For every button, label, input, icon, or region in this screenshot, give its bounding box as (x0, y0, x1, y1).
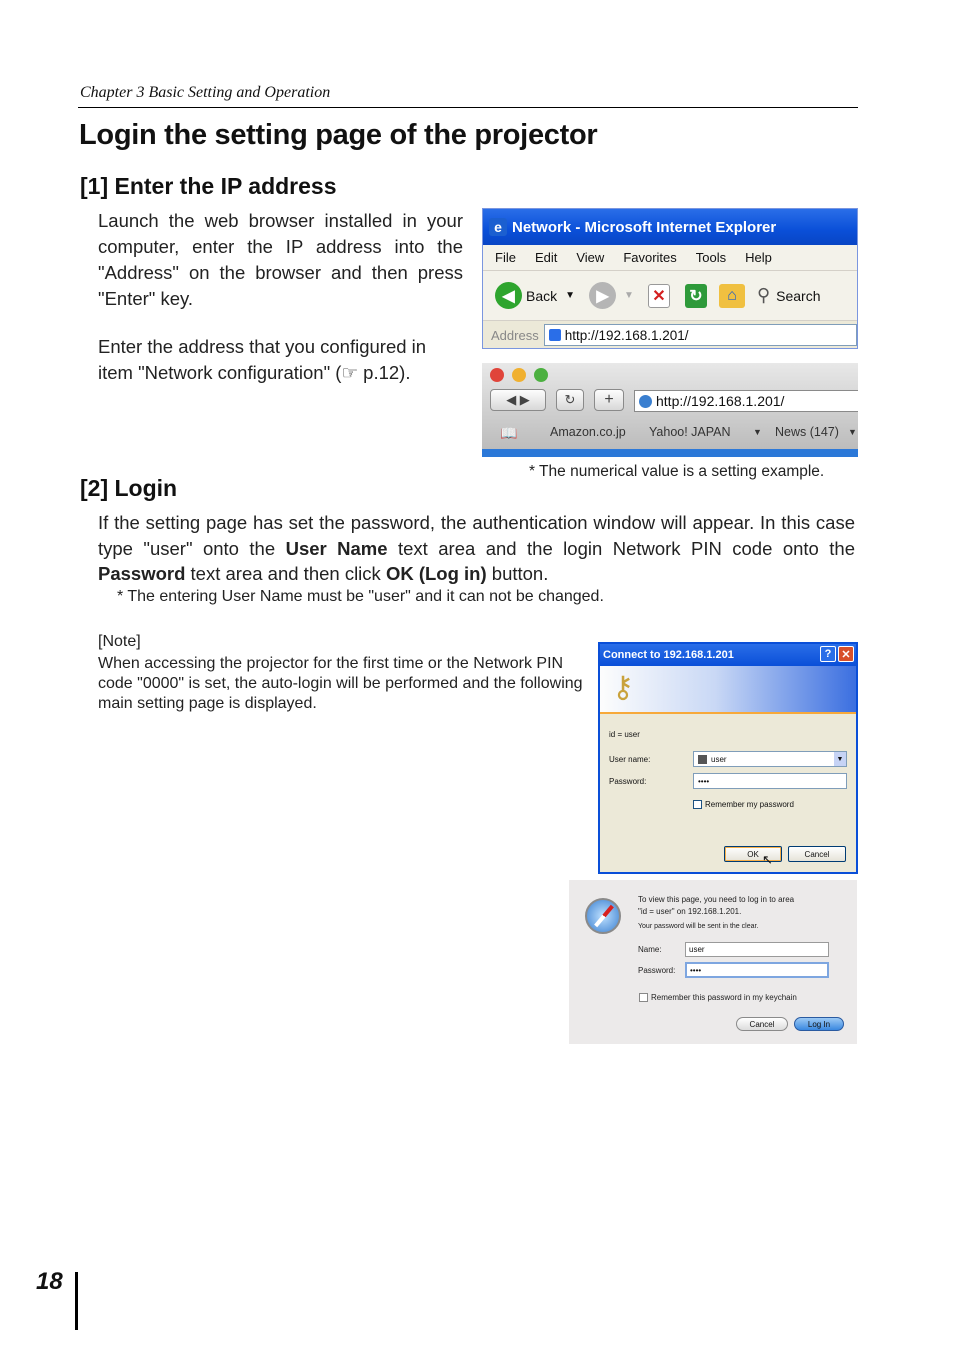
back-forward-icon[interactable]: ◀ ▶ (490, 389, 546, 411)
win-username-combo[interactable] (693, 751, 847, 767)
ie-menu-tools[interactable]: Tools (695, 250, 727, 265)
minimize-dot-icon[interactable] (512, 368, 526, 382)
close-icon[interactable]: ✕ (838, 646, 854, 662)
para-bold-password: Password (98, 563, 186, 584)
win-password-field[interactable] (693, 773, 847, 789)
ok-button[interactable]: OK (724, 846, 782, 862)
mac-remember-label: Remember this password in my keychain (651, 993, 797, 1002)
mac-remember-checkbox[interactable] (639, 993, 648, 1002)
section1-footnote: * The numerical value is a setting example. (529, 463, 825, 480)
ie-menu-edit[interactable]: Edit (534, 250, 558, 265)
mouse-cursor-icon: ↖ (762, 852, 773, 867)
safari-compass-icon (585, 898, 621, 934)
stop-icon[interactable]: ✕ (648, 284, 670, 308)
user-icon (698, 755, 707, 764)
bookmark-yahoo[interactable]: Yahoo! JAPAN (649, 425, 731, 439)
mac-name-label: Name: (638, 945, 662, 954)
win-user-label: User name: (609, 755, 651, 764)
mac-name-value: user (689, 945, 705, 954)
add-bookmark-icon[interactable]: + (594, 389, 624, 411)
safari-address-value: http://192.168.1.201/ (656, 393, 785, 409)
bookmark-news[interactable]: News (147) (775, 425, 839, 439)
safari-browser-screenshot (482, 363, 858, 457)
win-password-label: Password: (609, 777, 647, 786)
para-text: text area and the login Network PIN code onto the (387, 537, 855, 559)
mac-line1: To view this page, you need to log in to area (638, 895, 795, 904)
search-icon[interactable]: ⚲ (756, 285, 771, 305)
win-dialog-title: Connect to 192.168.1.201 (603, 649, 734, 661)
para-text: button. (486, 563, 549, 584)
mac-login-button[interactable]: Log In (794, 1017, 844, 1031)
ie-address-value: http://192.168.1.201/ (564, 327, 689, 343)
reload-icon[interactable]: ↻ (556, 389, 584, 411)
refresh-icon[interactable]: ↻ (685, 284, 707, 308)
section2-para (98, 510, 855, 587)
mac-password-value: •••• (690, 965, 702, 975)
note-text: When accessing the projector for the first time or the Network PIN code "0000" is set, the auto-login will be performed and the following main setting page is displayed. (98, 655, 583, 712)
page-number: 18 (36, 1268, 63, 1295)
note-block (98, 632, 583, 714)
section2-footnote: * The entering User Name must be "user" and it can not be changed. (117, 588, 604, 605)
ie-logo-icon: e (489, 218, 507, 236)
ie-back-label[interactable]: Back (526, 287, 558, 304)
mac-login-dialog (569, 880, 857, 1044)
ie-search-label[interactable]: Search (776, 287, 821, 304)
bookmarks-book-icon[interactable]: 📖 (500, 425, 518, 441)
section2-heading: [2] Login (80, 475, 178, 501)
mac-name-input[interactable] (685, 942, 829, 957)
chevron-down-icon[interactable]: ▼ (834, 752, 846, 766)
help-icon[interactable]: ? (820, 646, 836, 662)
ie-browser-screenshot (482, 208, 858, 349)
header-rule (78, 107, 858, 108)
ie-address-bar (483, 321, 857, 349)
win-banner (600, 666, 856, 714)
chevron-down-icon: ▼ (624, 290, 634, 301)
page-number-bar (75, 1272, 78, 1330)
windows-login-dialog (598, 642, 858, 874)
chapter-header: Chapter 3 Basic Setting and Operation (80, 84, 331, 101)
para-bold-ok: OK (Log in) (385, 563, 487, 584)
back-arrow-icon[interactable]: ◀ (495, 282, 522, 309)
chevron-down-icon[interactable]: ▼ (753, 427, 762, 437)
section1-para1: Launch the web browser installed in your computer, enter the IP address into the "Address" on the browser and then press "Enter" key. (98, 210, 463, 309)
bookmark-amazon[interactable]: Amazon.co.jp (550, 425, 626, 439)
ie-menu-favorites[interactable]: Favorites (623, 250, 677, 265)
ie-toolbar (483, 271, 857, 321)
mac-password-label: Password: (638, 966, 676, 975)
para-bold-username: User Name (285, 537, 388, 559)
ie-title-bar (483, 209, 857, 245)
mac-line2: "id = user" on 192.168.1.201. (638, 907, 742, 916)
ie-window-title: Network - Microsoft Internet Explorer (512, 218, 777, 236)
globe-icon (639, 395, 652, 408)
safari-address-input[interactable] (634, 390, 858, 412)
note-label: [Note] (98, 633, 141, 650)
win-title-bar (600, 644, 856, 666)
page-title: Login the setting page of the projector (79, 119, 598, 151)
win-password-value: •••• (698, 776, 710, 786)
section1-para2: Enter the address that you configured in item "Network configuration" (☞ p.12). (98, 336, 427, 383)
mac-line3: Your password will be sent in the clear. (638, 923, 759, 930)
forward-arrow-icon[interactable]: ▶ (589, 282, 616, 309)
mac-password-input[interactable] (685, 962, 829, 978)
win-user-value: user (711, 754, 727, 764)
ie-menu-bar (483, 245, 857, 271)
chevron-down-icon[interactable]: ▼ (565, 290, 576, 301)
ie-menu-file[interactable]: File (495, 250, 516, 265)
home-icon[interactable]: ⌂ (719, 284, 745, 308)
win-realm: id = user (609, 730, 640, 739)
mac-cancel-button[interactable]: Cancel (736, 1017, 788, 1031)
zoom-dot-icon[interactable] (534, 368, 548, 382)
ie-address-input[interactable] (544, 324, 857, 346)
chevron-down-icon[interactable]: ▼ (848, 427, 857, 437)
win-remember-label: Remember my password (705, 800, 794, 809)
cancel-button[interactable]: Cancel (788, 846, 846, 862)
para-text: If the setting page has set the password, the authentication window will appear. In this case type "user" onto the (98, 512, 855, 559)
ie-menu-help[interactable]: Help (745, 250, 772, 265)
para-text: text area and then click (185, 563, 386, 584)
win-remember-checkbox[interactable] (693, 800, 702, 809)
keys-icon: ⚷ (612, 671, 634, 704)
page-icon (549, 329, 561, 341)
section1-heading: [1] Enter the IP address (80, 173, 337, 199)
ie-menu-view[interactable]: View (576, 250, 605, 265)
close-dot-icon[interactable] (490, 368, 504, 382)
ie-address-label: Address (491, 327, 539, 343)
